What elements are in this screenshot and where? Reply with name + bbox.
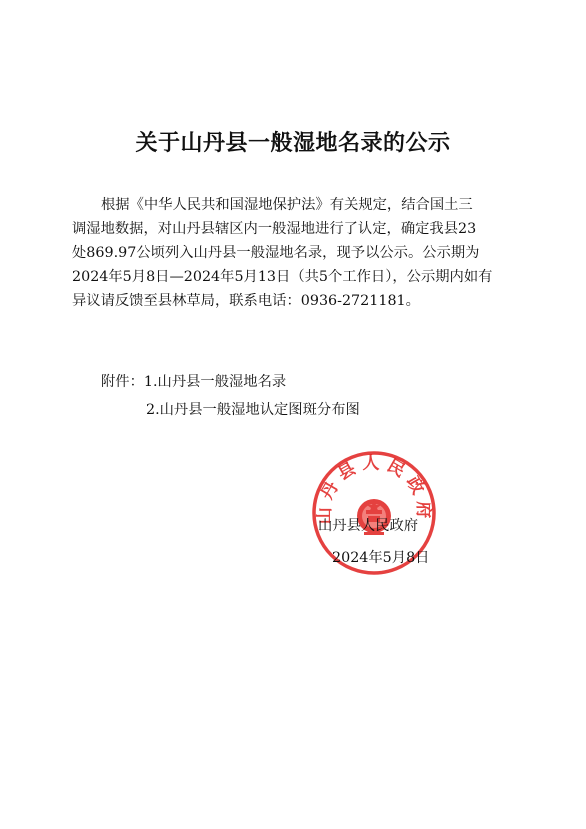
signature-organization: 山丹县人民政府 <box>318 518 419 534</box>
attachment-item-1: 附件：1.山丹县一般湿地名录 <box>101 374 287 390</box>
notice-paragraph <box>72 193 522 313</box>
paragraph-line: 处869.97公顷列入山丹县一般湿地名录，现予以公示。公示期为 <box>72 245 480 261</box>
attachment-item-2: 2.山丹县一般湿地认定图斑分布图 <box>146 402 360 418</box>
seal-lettering: 山丹县人民政府 <box>314 453 434 525</box>
document-title: 关于山丹县一般湿地名录的公示 <box>135 131 451 156</box>
paragraph-line: 根据《中华人民共和国湿地保护法》有关规定，结合国土三 <box>101 197 473 213</box>
paragraph-line: 异议请反馈至县林草局，联系电话：0936-2721181。 <box>72 293 420 309</box>
paragraph-line: 2024年5月8日—2024年5月13日（共5个工作日），公示期内如有 <box>72 269 493 285</box>
paragraph-line: 调湿地数据，对山丹县辖区内一般湿地进行了认定，确定我县23 <box>72 221 477 237</box>
signature-date: 2024年5月8日 <box>332 550 430 566</box>
